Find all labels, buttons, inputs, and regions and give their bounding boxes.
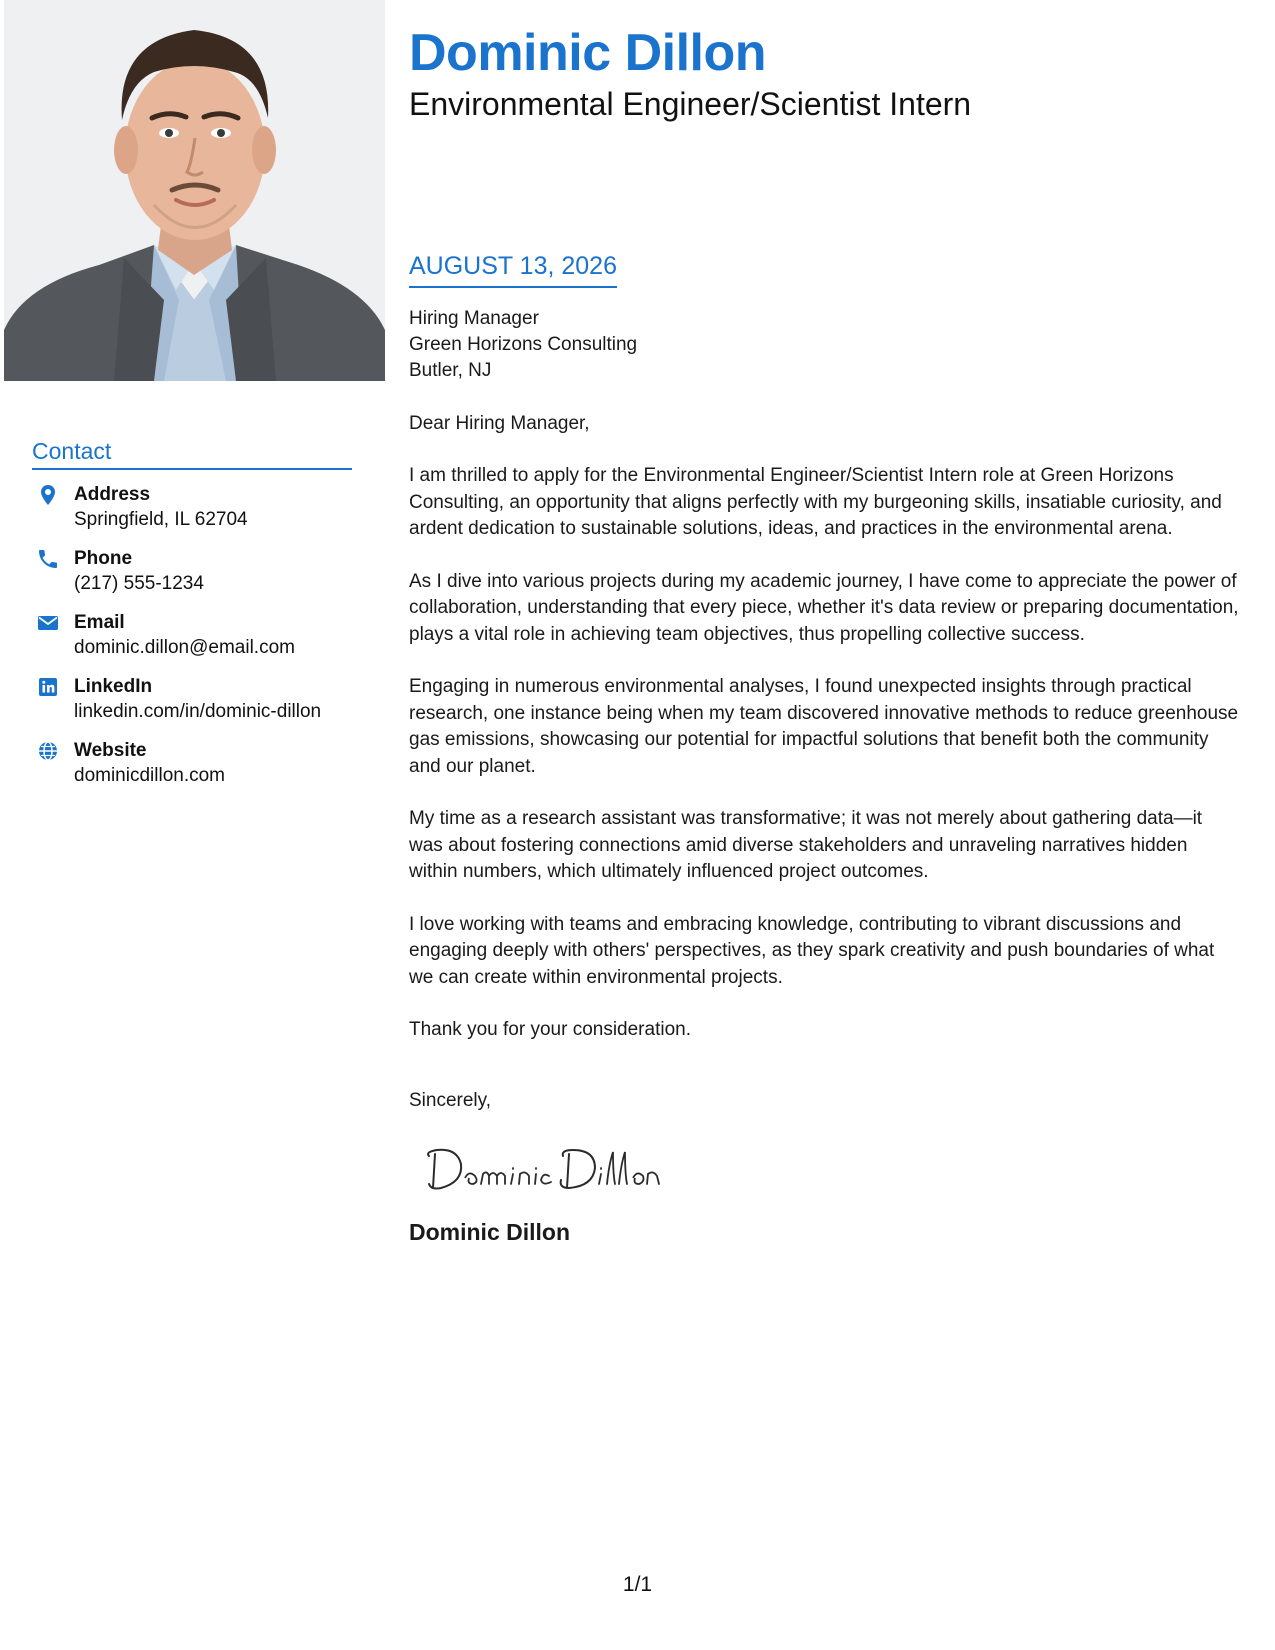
- contact-value: dominic.dillon@email.com: [74, 637, 295, 658]
- recipient-line: Butler, NJ: [409, 360, 492, 381]
- contact-value: dominicdillon.com: [74, 765, 226, 786]
- recipient-line: Green Horizons Consulting: [409, 334, 638, 355]
- letter-paragraph: Engaging in numerous environmental analyses, I found unexpected insights through practical research, one instance being when my team discovered innovative methods to reduce greenhouse gas emissions, showcasing our potential for impactful solutions that benefit both the community and our planet.: [409, 676, 1239, 777]
- phone-icon: [36, 547, 60, 571]
- contact-item-email: [32, 610, 352, 660]
- map-pin-icon: [36, 483, 60, 507]
- letter-paragraph: As I dive into various projects during my academic journey, I have come to appreciate the power of collaboration, understanding that every piece, whether it's data review or preparing documentation, plays a vital role in achieving team objectives, thus propelling collective success.: [409, 570, 1239, 645]
- contact-sidebar: [32, 438, 352, 802]
- contact-item-phone: [32, 546, 352, 596]
- applicant-name: Dominic Dillon: [409, 24, 766, 82]
- linkedin-icon: [36, 675, 60, 699]
- letter-body: [409, 22, 1241, 1246]
- contact-item-website: [32, 738, 352, 788]
- contact-label: Phone: [74, 548, 133, 569]
- contact-value: linkedin.com/in/dominic-dillon: [74, 701, 322, 722]
- contact-heading: Contact: [32, 438, 352, 470]
- letter-paragraph: Thank you for your consideration.: [409, 1019, 691, 1040]
- closing: Sincerely,: [409, 1089, 492, 1111]
- contact-item-linkedin: [32, 674, 352, 724]
- contact-label: Website: [74, 740, 147, 761]
- page-number: 1/1: [622, 1573, 653, 1596]
- letter-paragraph: I am thrilled to apply for the Environmental Engineer/Scientist Intern role at Green Horizons Consulting, an opportunity that aligns perfectly with my burgeoning skills, insatiable curiosity, and ardent dedication to sustainable solutions, ideas, and practices in the environmental arena.: [409, 465, 1222, 539]
- letter-paragraph: I love working with teams and embracing knowledge, contributing to vibrant discussions and engaging deeply with others' perspectives, as they spark creativity and push boundaries of what we can create within environmental projects.: [409, 913, 1215, 988]
- handwritten-signature: [423, 1144, 663, 1196]
- contact-item-address: [32, 482, 352, 532]
- contact-label: LinkedIn: [74, 676, 153, 697]
- portrait-illustration: [4, 0, 385, 381]
- recipient-block: [409, 306, 1241, 384]
- contact-label: Email: [74, 612, 125, 633]
- letter-paragraph: My time as a research assistant was transformative; it was not merely about gathering data—it was about fostering connections amid diverse stakeholders and unraveling narratives hidden within numbers, which ultimately influenced project outcomes.: [409, 808, 1203, 882]
- greeting: Dear Hiring Manager,: [409, 413, 590, 434]
- envelope-icon: [36, 611, 60, 635]
- job-title: Environmental Engineer/Scientist Intern: [409, 86, 972, 122]
- globe-icon: [36, 739, 60, 763]
- profile-photo: [4, 0, 385, 381]
- contact-label: Address: [74, 484, 151, 505]
- signed-name: Dominic Dillon: [409, 1218, 570, 1245]
- contact-value: Springfield, IL 62704: [74, 509, 248, 530]
- letter-date: AUGUST 13, 2026: [409, 252, 617, 288]
- recipient-line: Hiring Manager: [409, 308, 539, 329]
- contact-value: (217) 555-1234: [74, 573, 204, 594]
